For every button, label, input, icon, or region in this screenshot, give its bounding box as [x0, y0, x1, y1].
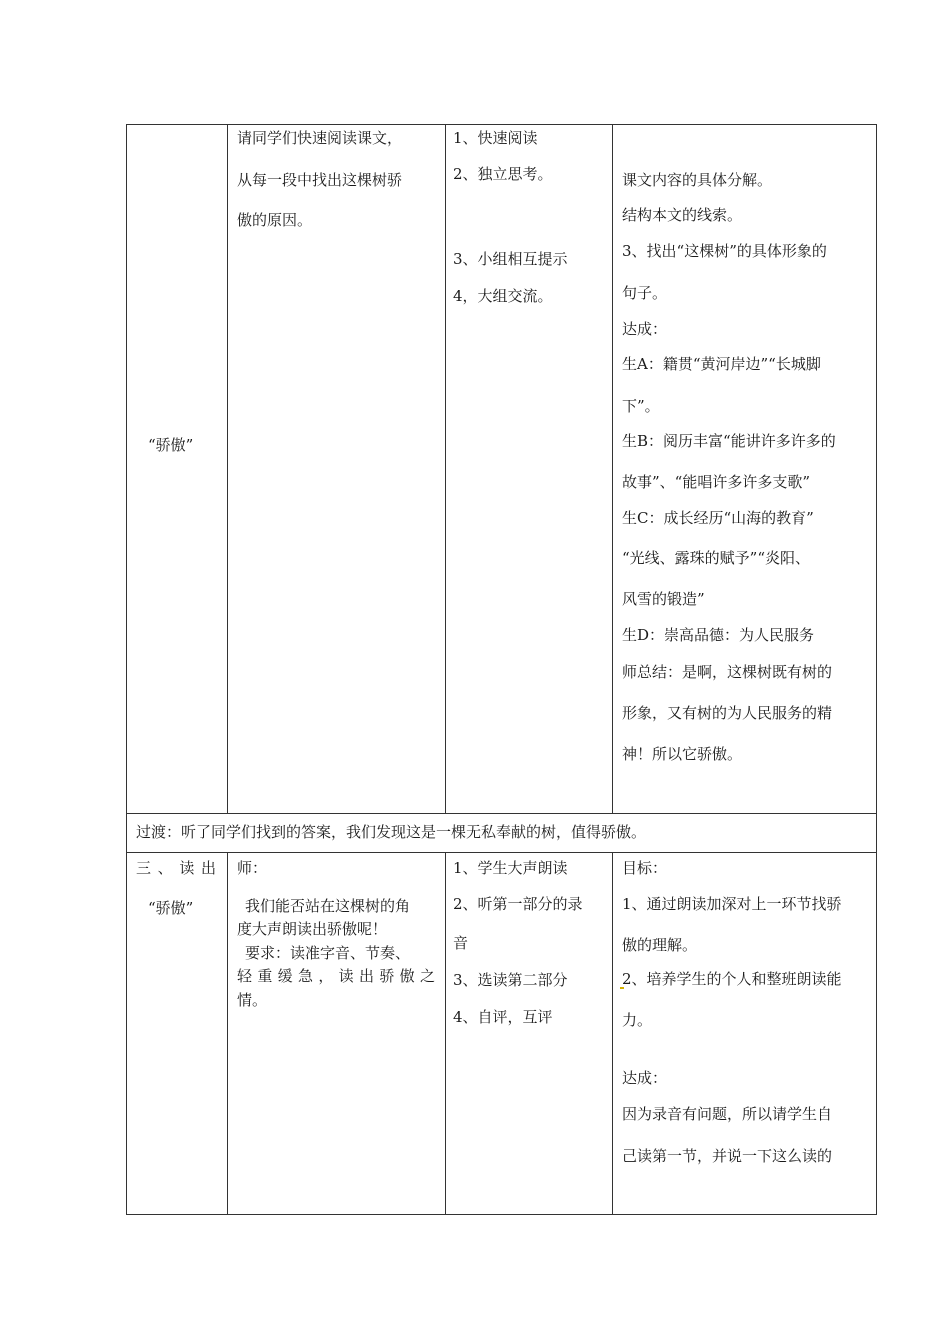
- text-line: 生A：籍贯“黄河岸边”“长城脚: [622, 355, 821, 373]
- text-line: 结构本文的线索。: [622, 206, 743, 224]
- stage-label: “骄傲”: [148, 436, 194, 454]
- stage-cell: [126, 124, 227, 813]
- transition-text: 过渡：听了同学们找到的答案，我们发现这是一棵无私奉献的树，值得骄傲。: [136, 823, 647, 841]
- text-line: 师：: [237, 859, 268, 877]
- text-line: 风雪的锻造”: [622, 590, 705, 608]
- text-line: 下”。: [622, 397, 660, 415]
- text-line: 力。: [622, 1011, 653, 1029]
- text-line: 达成：: [622, 320, 668, 338]
- text-line: 请同学们快速阅读课文，: [237, 129, 403, 147]
- text-line: 生D：崇高品德：为人民服务: [622, 626, 815, 644]
- text-line: 从每一段中找出这棵树骄: [237, 171, 403, 189]
- text-line: 我们能否站在这棵树的角: [245, 897, 411, 915]
- text-line: 音: [453, 934, 469, 952]
- teacher-activity-cell: [227, 124, 445, 813]
- text-line: 度大声朗读出骄傲呢！: [237, 920, 388, 938]
- text-line: 傲的原因。: [237, 211, 313, 229]
- student-activity-cell: [445, 124, 612, 813]
- text-line: 3、小组相互提示: [453, 250, 568, 268]
- text-line: 轻重缓急，读出骄傲之: [237, 967, 435, 985]
- text-line: 目标：: [622, 859, 668, 877]
- text-line: 句子。: [622, 284, 668, 302]
- text-line: 2、培养学生的个人和整班朗读能: [622, 970, 842, 988]
- text-line: 要求：读准字音、节奏、: [245, 944, 411, 962]
- text-line: 1、学生大声朗读: [453, 859, 568, 877]
- design-intent-cell: [612, 852, 876, 1214]
- text-line: 达成：: [622, 1069, 668, 1087]
- transition-row: [126, 813, 877, 852]
- lesson-table: [126, 124, 877, 1215]
- text-line: 生B：阅历丰富“能讲许多许多的: [622, 432, 836, 450]
- text-line: 情。: [237, 991, 268, 1009]
- stage-cell: [126, 852, 227, 1214]
- text-line: “光线、露珠的赋予”“炎阳、: [622, 549, 811, 567]
- stage-label: 三、读出: [136, 859, 216, 877]
- design-intent-cell: [612, 124, 876, 813]
- text-line: 3、选读第二部分: [453, 971, 568, 989]
- text-line: 己读第一节，并说一下这么读的: [622, 1147, 833, 1165]
- text-line: 因为录音有问题，所以请学生自: [622, 1105, 833, 1123]
- stage-label: “骄傲”: [148, 899, 194, 917]
- text-line: 傲的理解。: [622, 936, 698, 954]
- text-line: 师总结：是啊，这棵树既有树的: [622, 663, 833, 681]
- text-line: 3、找出“这棵树”的具体形象的: [622, 242, 827, 260]
- text-line: 1、快速阅读: [453, 129, 538, 147]
- text-line: 4、自评，互评: [453, 1008, 553, 1026]
- text-line: 课文内容的具体分解。: [622, 171, 773, 189]
- teacher-activity-cell: [227, 852, 445, 1214]
- text-line: 4，大组交流。: [453, 287, 553, 305]
- text-line: 神！所以它骄傲。: [622, 745, 743, 763]
- student-activity-cell: [445, 852, 612, 1214]
- text-line: 2、独立思考。: [453, 165, 553, 183]
- text-line: 故事”、“能唱许多许多支歌”: [622, 473, 811, 491]
- text-line: 2、听第一部分的录: [453, 895, 583, 913]
- table-border-bottom: [126, 1214, 877, 1215]
- text-line: 1、通过朗读加深对上一环节找骄: [622, 895, 842, 913]
- text-line: 形象，又有树的为人民服务的精: [622, 704, 833, 722]
- text-line: 生C：成长经历“山海的教育”: [622, 509, 814, 527]
- table-border-right: [876, 124, 877, 1215]
